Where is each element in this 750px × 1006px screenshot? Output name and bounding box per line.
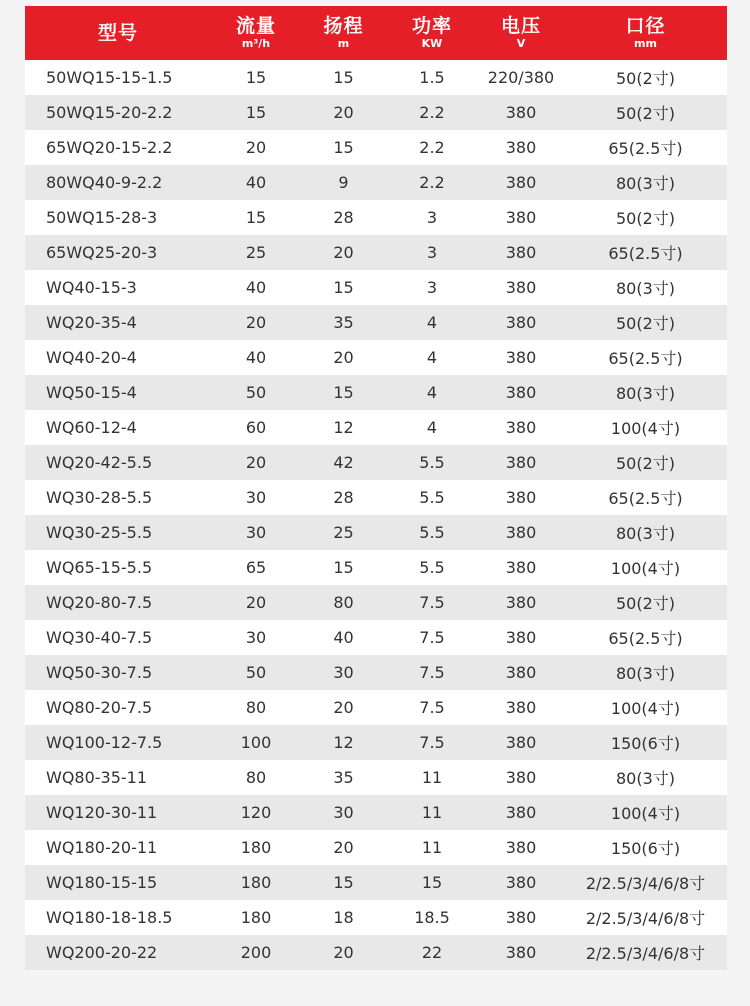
table-row [25,690,727,725]
cell-power: 7.5 [419,663,445,682]
cell-head: 28 [333,488,354,507]
cell-model: WQ30-28-5.5 [46,488,153,507]
cell-diameter: 2/2.5/3/4/6/8寸 [585,874,706,893]
cell-flow: 80 [245,698,267,717]
header-power [386,6,478,60]
cell-flow: 20 [245,453,267,472]
table-row [25,60,727,95]
cell-head: 20 [333,698,354,717]
cell-head: 20 [333,943,354,962]
cell-head: 15 [333,558,354,577]
cell-flow: 15 [245,208,267,227]
cell-voltage: 380 [505,208,537,227]
cell-voltage: 380 [505,768,537,787]
header-voltage [478,6,564,60]
cell-head: 30 [333,803,354,822]
cell-power: 11 [421,838,443,857]
cell-head: 35 [333,313,354,332]
header-voltage-title: 电压 [500,14,541,37]
cell-flow: 40 [245,173,267,192]
table-row [25,760,727,795]
cell-model: WQ20-42-5.5 [46,453,153,472]
table-row [25,130,727,165]
table-row [25,200,727,235]
cell-flow: 15 [245,68,267,87]
table-row [25,445,727,480]
cell-flow: 120 [240,803,272,822]
cell-flow: 30 [245,523,267,542]
table-row [25,550,727,585]
cell-head: 20 [333,243,354,262]
cell-flow: 15 [245,103,267,122]
cell-diameter: 80(3寸) [615,384,676,403]
cell-diameter: 50(2寸) [615,454,676,473]
cell-voltage: 380 [505,558,537,577]
cell-model: WQ120-30-11 [46,803,158,822]
table-row [25,620,727,655]
cell-flow: 40 [245,278,267,297]
cell-flow: 180 [240,838,272,857]
cell-head: 20 [333,103,354,122]
cell-diameter: 80(3寸) [615,524,676,543]
header-power-unit: KW [421,37,443,51]
cell-head: 15 [333,138,354,157]
table-row [25,515,727,550]
table-row [25,235,727,270]
cell-voltage: 380 [505,278,537,297]
cell-model: WQ100-12-7.5 [46,733,163,752]
table-row [25,830,727,865]
cell-diameter: 100(4寸) [610,419,681,438]
cell-diameter: 2/2.5/3/4/6/8寸 [585,909,706,928]
cell-flow: 50 [245,383,267,402]
table-row [25,900,727,935]
cell-flow: 100 [240,733,272,752]
header-flow-unit: m³/h [241,37,271,51]
table-row [25,725,727,760]
header-voltage-unit: V [516,37,526,51]
cell-power: 22 [421,943,443,962]
cell-power: 7.5 [419,733,445,752]
table-header [25,6,727,60]
cell-power: 4 [426,348,438,367]
cell-model: WQ50-30-7.5 [46,663,153,682]
cell-voltage: 380 [505,838,537,857]
header-flow-title: 流量 [235,14,276,37]
cell-head: 15 [333,873,354,892]
cell-head: 80 [333,593,354,612]
cell-diameter: 50(2寸) [615,209,676,228]
cell-diameter: 2/2.5/3/4/6/8寸 [585,944,706,963]
cell-voltage: 380 [505,663,537,682]
table-row [25,165,727,200]
cell-head: 35 [333,768,354,787]
cell-model: WQ60-12-4 [46,418,137,437]
cell-power: 3 [426,208,438,227]
cell-head: 40 [333,628,354,647]
cell-power: 4 [426,313,438,332]
cell-voltage: 380 [505,418,537,437]
cell-diameter: 80(3寸) [615,174,676,193]
table-row [25,410,727,445]
table-row [25,270,727,305]
cell-diameter: 65(2.5寸) [608,349,683,368]
cell-model: WQ180-20-11 [46,838,158,857]
header-head-title: 扬程 [323,14,364,37]
cell-head: 28 [333,208,354,227]
cell-power: 5.5 [419,453,445,472]
cell-head: 12 [333,733,354,752]
cell-voltage: 380 [505,173,537,192]
cell-flow: 65 [245,558,267,577]
cell-model: WQ180-15-15 [46,873,158,892]
cell-head: 12 [333,418,354,437]
cell-flow: 80 [245,768,267,787]
cell-power: 15 [421,873,443,892]
cell-model: WQ30-25-5.5 [46,523,153,542]
table-row [25,375,727,410]
table-row [25,935,727,970]
table-row [25,340,727,375]
cell-head: 15 [333,383,354,402]
cell-flow: 20 [245,138,267,157]
cell-flow: 25 [245,243,267,262]
cell-power: 4 [426,383,438,402]
cell-power: 5.5 [419,558,445,577]
cell-head: 20 [333,348,354,367]
table-row [25,305,727,340]
cell-model: 65WQ20-15-2.2 [46,138,173,157]
cell-head: 30 [333,663,354,682]
cell-head: 20 [333,838,354,857]
cell-power: 7.5 [419,593,445,612]
header-head [301,6,386,60]
cell-voltage: 380 [505,523,537,542]
cell-model: 50WQ15-15-1.5 [46,68,173,87]
table-row [25,655,727,690]
cell-diameter: 150(6寸) [610,839,681,858]
cell-flow: 20 [245,593,267,612]
cell-flow: 180 [240,873,272,892]
cell-flow: 30 [245,488,267,507]
cell-model: WQ50-15-4 [46,383,137,402]
cell-power: 11 [421,768,443,787]
cell-flow: 50 [245,663,267,682]
cell-diameter: 50(2寸) [615,594,676,613]
cell-voltage: 380 [505,243,537,262]
header-model-title: 型号 [97,21,138,44]
cell-power: 4 [426,418,438,437]
cell-voltage: 380 [505,313,537,332]
cell-power: 2.2 [419,103,445,122]
cell-diameter: 100(4寸) [610,559,681,578]
cell-voltage: 380 [505,488,537,507]
cell-power: 7.5 [419,628,445,647]
cell-voltage: 380 [505,943,537,962]
cell-diameter: 50(2寸) [615,104,676,123]
header-diameter-unit: mm [634,37,657,51]
header-flow [211,6,301,60]
cell-model: WQ20-80-7.5 [46,593,153,612]
cell-power: 18.5 [414,908,450,927]
cell-model: WQ20-35-4 [46,313,137,332]
cell-power: 5.5 [419,488,445,507]
cell-voltage: 220/380 [487,68,555,87]
cell-voltage: 380 [505,383,537,402]
cell-head: 25 [333,523,354,542]
cell-model: WQ200-20-22 [46,943,158,962]
cell-head: 42 [333,453,354,472]
cell-voltage: 380 [505,348,537,367]
table-body [25,60,727,970]
cell-voltage: 380 [505,698,537,717]
header-power-title: 功率 [411,14,452,37]
cell-diameter: 65(2.5寸) [608,244,683,263]
cell-diameter: 150(6寸) [610,734,681,753]
cell-voltage: 380 [505,803,537,822]
table-row [25,480,727,515]
cell-head: 15 [333,68,354,87]
cell-diameter: 80(3寸) [615,664,676,683]
cell-power: 5.5 [419,523,445,542]
cell-voltage: 380 [505,453,537,472]
cell-head: 15 [333,278,354,297]
cell-model: WQ180-18-18.5 [46,908,173,927]
cell-model: 50WQ15-28-3 [46,208,158,227]
cell-diameter: 80(3寸) [615,279,676,298]
cell-power: 11 [421,803,443,822]
table-row [25,795,727,830]
header-diameter-title: 口径 [625,14,666,37]
cell-flow: 40 [245,348,267,367]
cell-diameter: 65(2.5寸) [608,139,683,158]
cell-model: WQ40-15-3 [46,278,137,297]
cell-model: WQ40-20-4 [46,348,137,367]
cell-head: 18 [333,908,354,927]
cell-voltage: 380 [505,628,537,647]
cell-diameter: 100(4寸) [610,804,681,823]
cell-diameter: 65(2.5寸) [608,629,683,648]
cell-power: 2.2 [419,138,445,157]
cell-power: 3 [426,278,438,297]
cell-diameter: 50(2寸) [615,314,676,333]
cell-model: WQ30-40-7.5 [46,628,153,647]
table-row [25,865,727,900]
cell-voltage: 380 [505,908,537,927]
cell-model: WQ80-20-7.5 [46,698,153,717]
cell-model: 65WQ25-20-3 [46,243,158,262]
cell-power: 7.5 [419,698,445,717]
cell-flow: 20 [245,313,267,332]
cell-power: 3 [426,243,438,262]
cell-model: 50WQ15-20-2.2 [46,103,173,122]
cell-flow: 200 [240,943,272,962]
cell-model: WQ80-35-11 [46,768,148,787]
cell-voltage: 380 [505,593,537,612]
cell-voltage: 380 [505,873,537,892]
cell-head: 9 [338,173,349,192]
table-row [25,585,727,620]
table-row [25,95,727,130]
pump-spec-table [25,6,727,970]
cell-model: 80WQ40-9-2.2 [46,173,163,192]
cell-model: WQ65-15-5.5 [46,558,153,577]
cell-power: 2.2 [419,173,445,192]
cell-power: 1.5 [419,68,445,87]
cell-flow: 60 [245,418,267,437]
header-model [25,6,211,60]
cell-voltage: 380 [505,138,537,157]
header-diameter [564,6,727,60]
cell-diameter: 65(2.5寸) [608,489,683,508]
cell-diameter: 80(3寸) [615,769,676,788]
cell-flow: 30 [245,628,267,647]
cell-diameter: 100(4寸) [610,699,681,718]
cell-voltage: 380 [505,733,537,752]
header-head-unit: m [337,37,350,51]
cell-voltage: 380 [505,103,537,122]
cell-flow: 180 [240,908,272,927]
cell-diameter: 50(2寸) [615,69,676,88]
